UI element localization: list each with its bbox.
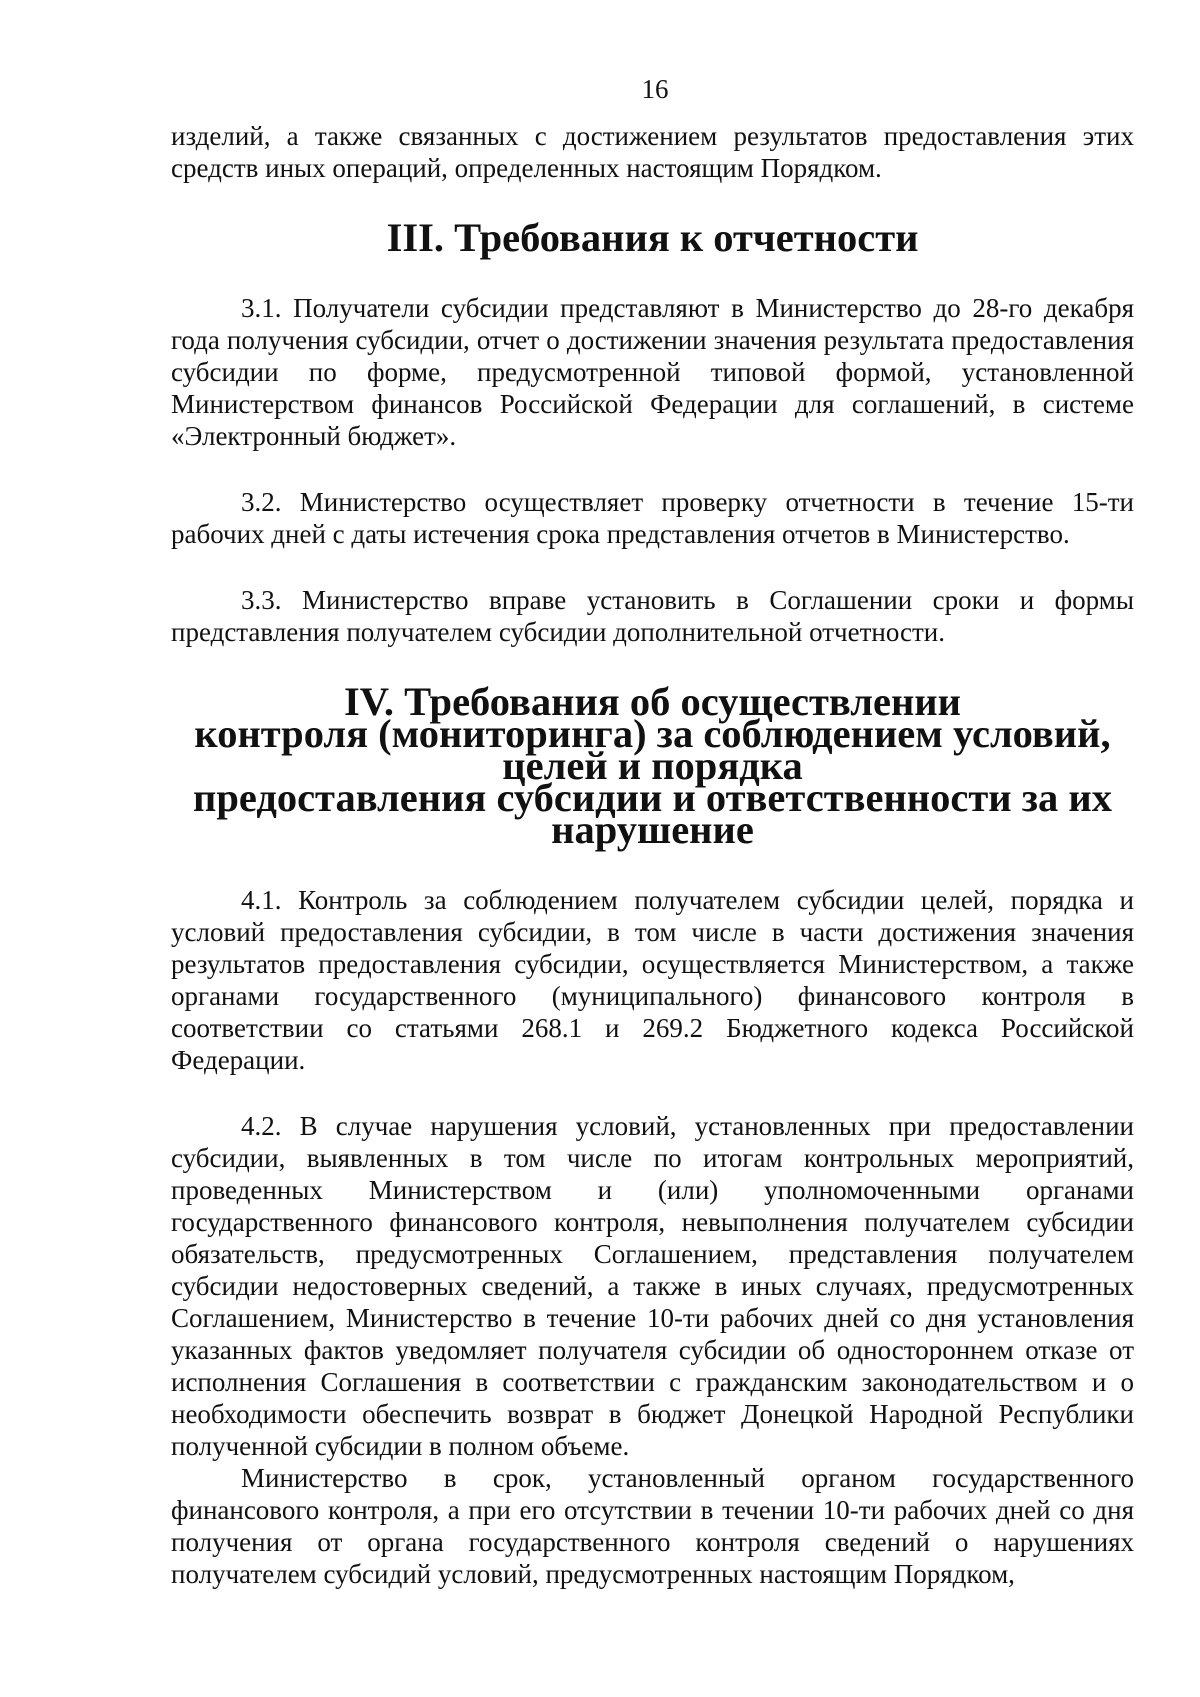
paragraph-4-2-continuation: Министерство в срок, установленный органом государственного финансового контроля, а при его отсутствии в течении 10-ти рабочих дней со дня получения от органа государственного контроля сведений о нарушениях получателем субсидий условий, предусмотренных настоящим Порядком, [171, 1463, 1134, 1589]
section-4-heading-line-2: контроля (мониторинга) за соблюдением условий, целей и порядка [194, 711, 1111, 788]
paragraph-4-2: 4.2. В случае нарушения условий, установленных при предоставлении субсидии, выявленных в том числе по итогам контрольных мероприятий, проведенных Министерством и (или) уполномоченными органами государственного финансового контроля, невыполнения получателем субсидии обязательств, предусмотренных Соглашением, представления получателем субсидии недостоверных сведений, а также в иных случаях, предусмотренных Соглашением, Министерство в течение 10-ти рабочих дней со дня установления указанных фактов уведомляет получателя субсидии об одностороннем отказе от исполнения Соглашения в соответствии с гражданским законодательством и о необходимости обеспечить возврат в бюджет Донецкой Народной Республики полученной субсидии в полном объеме. [171, 1111, 1134, 1461]
paragraph-3-2: 3.2. Министерство осуществляет проверку отчетности в течение 15-ти рабочих дней с даты истечения срока представления отчетов в Министерство. [171, 487, 1134, 549]
paragraph-3-3: 3.3. Министерство вправе установить в Соглашении сроки и формы представления получателем субсидии дополнительной отчетности. [171, 585, 1134, 647]
section-4-heading [171, 679, 1134, 852]
paragraph-3-1: 3.1. Получатели субсидии представляют в Министерство до 28-го декабря года получения субсидии, отчет о достижении значения результата предоставления субсидии по форме, предусмотренной типовой формой, установленной Министерством финансов Российской Федерации для соглашений, в системе «Электронный бюджет». [171, 293, 1134, 451]
paragraph-4-1: 4.1. Контроль за соблюдением получателем субсидии целей, порядка и условий предоставления субсидии, в том числе в части достижения значения результатов предоставления субсидии, осуществляется Министерством, а также органами государственного (муниципального) финансового контроля в соответствии со статьями 268.1 и 269.2 Бюджетного кодекса Российской Федерации. [171, 885, 1134, 1075]
section-4-heading-line-1: IV. Требования об осуществлении [344, 679, 961, 724]
page-number: 16 [641, 74, 669, 104]
document-body [171, 120, 1134, 1590]
intro-paragraph: изделий, а также связанных с достижением результатов предоставления этих средств иных операций, определенных настоящим Порядком. [171, 121, 1134, 183]
section-3-heading: III. Требования к отчетности [386, 215, 919, 260]
section-4-heading-line-3: предоставления субсидии и ответственности за их нарушение [193, 775, 1112, 852]
